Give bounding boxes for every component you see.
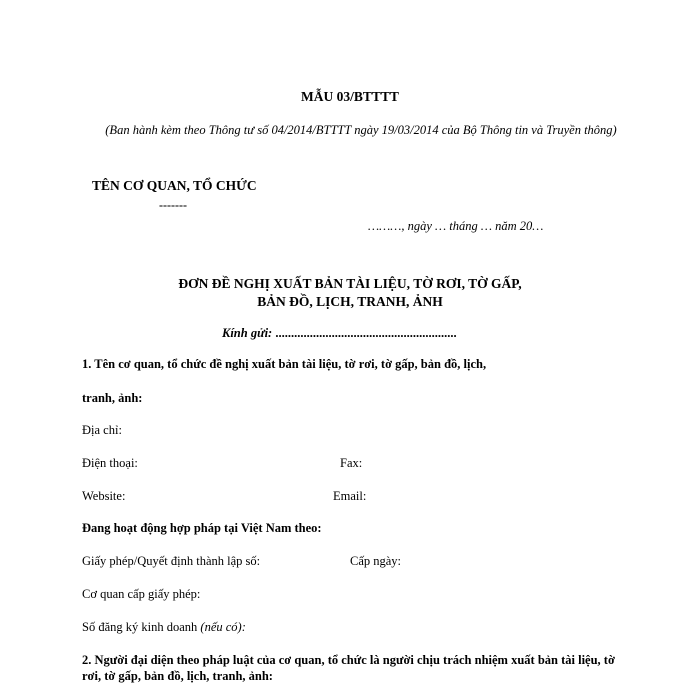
business-registration-field-label (82, 620, 246, 635)
document-title-line-1: ĐƠN ĐỀ NGHỊ XUẤT BẢN TÀI LIỆU, TỜ RƠI, TỜ GẤP, (178, 276, 522, 291)
organization-name-label: TÊN CƠ QUAN, TỔ CHỨC (92, 178, 257, 193)
date-line: ………, ngày … tháng … năm 20… (368, 219, 544, 233)
document-title-line-2: BẢN ĐỒ, LỊCH, TRANH, ẢNH (257, 294, 443, 309)
issue-date-field-label: Cấp ngày: (350, 554, 402, 568)
phone-field-label: Điện thoại: (82, 456, 138, 470)
recipient-blank: .......................................................... (272, 326, 457, 340)
fax-field-label: Fax: (340, 456, 363, 470)
email-field-label: Email: (333, 489, 367, 503)
recipient-line (222, 326, 457, 341)
business-registration-label: Số đăng ký kinh doanh (82, 620, 201, 634)
form-code: MẪU 03/BTTTT (301, 89, 399, 104)
section-2-heading: 2. Người đại diện theo pháp luật của cơ quan, tổ chức là người chịu trách nhiệm xuất bản tài liệu, tờ rơi, tờ gấp, bản đồ, lịch, tranh, ảnh: (82, 653, 615, 683)
address-field-label: Địa chỉ: (82, 423, 122, 437)
section-1-heading-line-2: tranh, ảnh: (82, 391, 143, 405)
website-field-label: Website: (82, 489, 126, 503)
decree-note: (Ban hành kèm theo Thông tư số 04/2014/BTTTT ngày 19/03/2014 của Bộ Thông tin và Truyền thông) (105, 123, 617, 137)
license-number-field-label: Giấy phép/Quyết định thành lập số: (82, 554, 261, 568)
section-1-heading-line-1: 1. Tên cơ quan, tổ chức đề nghị xuất bản tài liệu, tờ rơi, tờ gấp, bản đồ, lịch, (82, 357, 487, 371)
document-title (0, 275, 700, 311)
legal-basis-heading: Đang hoạt động hợp pháp tại Việt Nam theo: (82, 521, 322, 535)
recipient-label: Kính gửi: (222, 326, 273, 340)
business-registration-note: (nếu có): (200, 620, 246, 634)
organization-separator: ------- (159, 198, 187, 212)
issuing-agency-field-label: Cơ quan cấp giấy phép: (82, 587, 201, 601)
